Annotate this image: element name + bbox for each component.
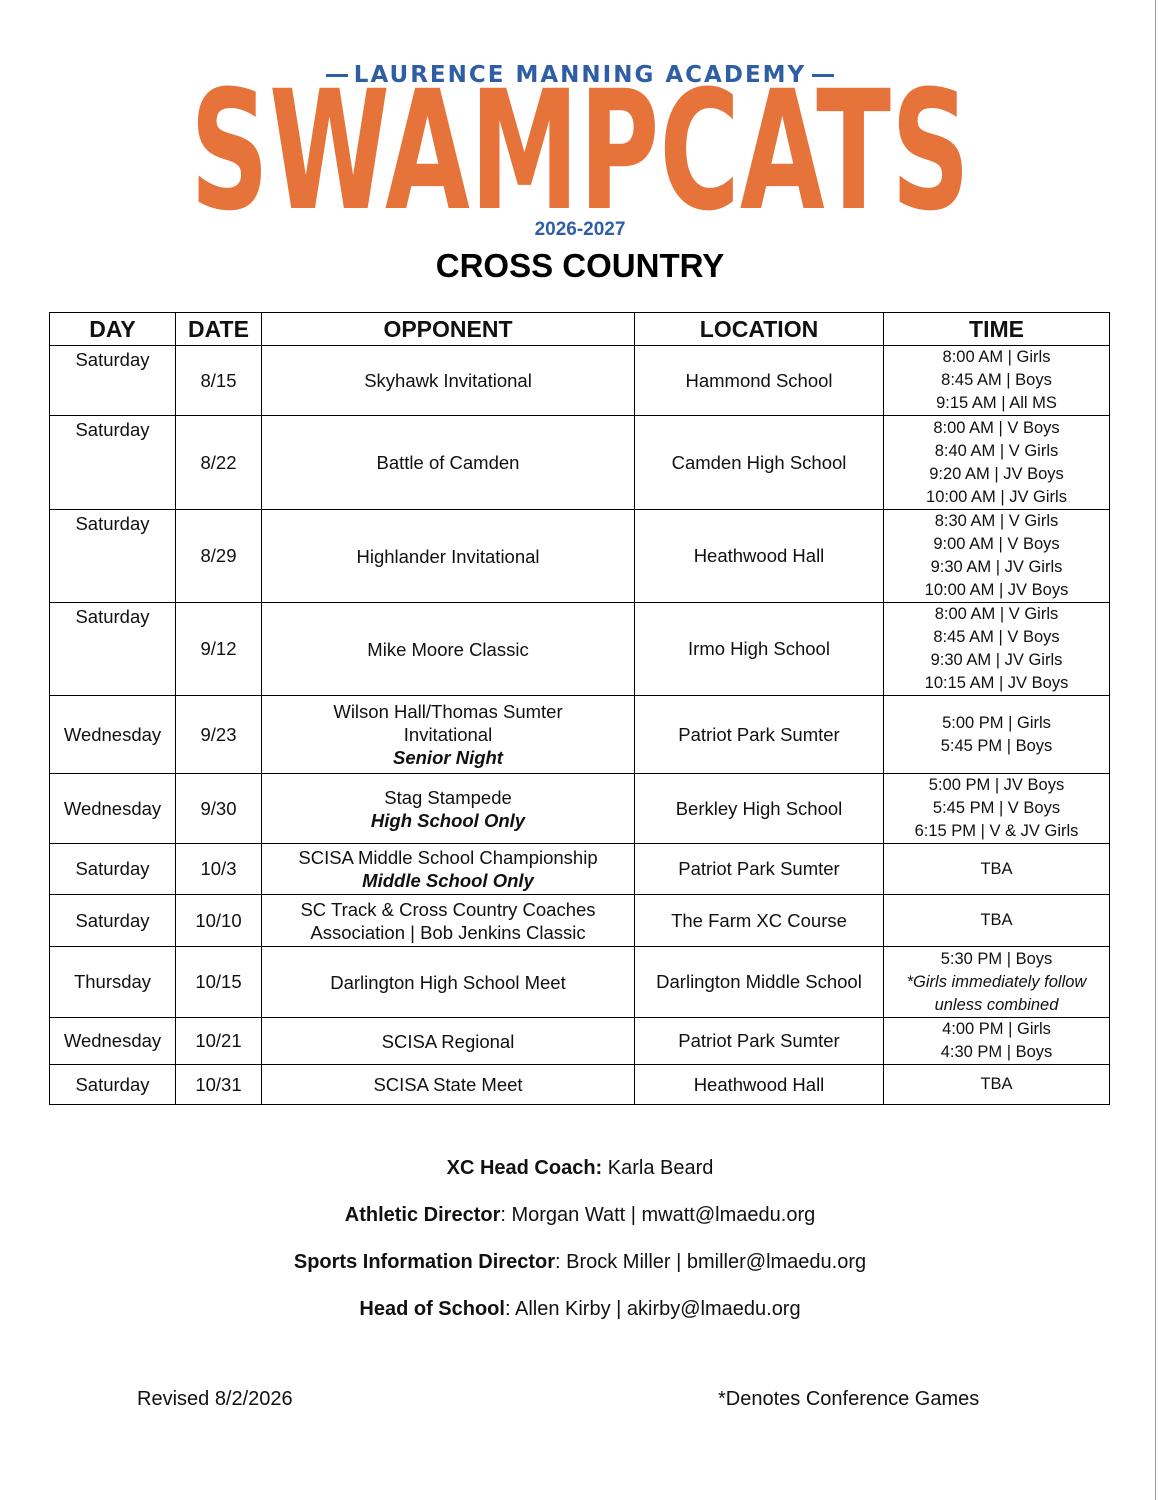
opponent-line: SCISA Regional bbox=[381, 1030, 515, 1052]
opponent-cell bbox=[262, 510, 635, 603]
time-line: TBA bbox=[980, 859, 1013, 878]
date-cell: 9/30 bbox=[176, 774, 262, 844]
time-line: 8:00 AM | Girls bbox=[942, 348, 1051, 366]
opponent-line: SC Track & Cross Country Coaches bbox=[300, 898, 596, 920]
time-line: 9:00 AM | V Boys bbox=[933, 535, 1060, 553]
time-line: 10:00 AM | JV Girls bbox=[926, 487, 1067, 506]
contact-sports-info-director bbox=[0, 1248, 1160, 1295]
col-header-date: DATE bbox=[176, 313, 262, 346]
schedule-table bbox=[49, 312, 1110, 1105]
swampcats-logo-text: SWAMPCATS bbox=[190, 60, 970, 220]
time-line: 8:00 AM | V Boys bbox=[933, 418, 1060, 437]
date-cell: 8/29 bbox=[176, 510, 262, 603]
day-cell: Saturday bbox=[50, 416, 176, 510]
opponent-cell bbox=[262, 844, 635, 895]
time-note: unless combined bbox=[934, 995, 1059, 1014]
opponent-line: Darlington High School Meet bbox=[330, 971, 566, 993]
time-note: *Girls immediately follow bbox=[906, 972, 1087, 991]
contact-label: Sports Information Director bbox=[293, 1251, 555, 1273]
table-row bbox=[50, 510, 1110, 603]
table-row bbox=[50, 774, 1110, 844]
location-cell: Patriot Park Sumter bbox=[635, 696, 884, 774]
time-line: 9:30 AM | JV Girls bbox=[930, 558, 1063, 576]
opponent-line: Invitational bbox=[403, 724, 493, 745]
time-line: 5:30 PM | Boys bbox=[940, 949, 1053, 968]
table-row bbox=[50, 844, 1110, 895]
time-line: 5:45 PM | Boys bbox=[940, 736, 1053, 755]
date-cell: 10/15 bbox=[176, 947, 262, 1018]
location-cell: Irmo High School bbox=[635, 603, 884, 696]
table-row bbox=[50, 1018, 1110, 1065]
time-line: TBA bbox=[980, 1075, 1013, 1093]
location-cell: Darlington Middle School bbox=[635, 947, 884, 1018]
time-line: 8:45 AM | V Boys bbox=[933, 628, 1060, 646]
day-cell: Wednesday bbox=[50, 1018, 176, 1065]
location-cell: Patriot Park Sumter bbox=[635, 1018, 884, 1065]
opponent-line: Stag Stampede bbox=[384, 786, 512, 808]
time-line: 8:40 AM | V Girls bbox=[934, 441, 1059, 460]
contact-label: XC Head Coach: bbox=[446, 1157, 603, 1179]
time-line: 5:00 PM | JV Boys bbox=[928, 776, 1065, 794]
schedule-header-row bbox=[50, 313, 1110, 346]
opponent-cell bbox=[262, 603, 635, 696]
table-row bbox=[50, 696, 1110, 774]
contact-value: : Morgan Watt | mwatt@lmaedu.org bbox=[500, 1204, 816, 1226]
time-line: TBA bbox=[980, 911, 1013, 929]
opponent-note: Middle School Only bbox=[362, 870, 534, 891]
contact-value: : Allen Kirby | akirby@lmaedu.org bbox=[504, 1298, 801, 1320]
time-line: 8:30 AM | V Girls bbox=[934, 512, 1059, 530]
time-cell bbox=[884, 510, 1110, 603]
contacts-block bbox=[0, 1154, 1160, 1342]
opponent-line: Mike Moore Classic bbox=[367, 638, 529, 660]
day-cell: Saturday bbox=[50, 844, 176, 895]
table-row bbox=[50, 603, 1110, 696]
opponent-note: High School Only bbox=[370, 809, 526, 831]
time-cell bbox=[884, 1065, 1110, 1105]
opponent-note: Senior Night bbox=[393, 747, 503, 768]
time-cell bbox=[884, 603, 1110, 696]
time-line: 4:30 PM | Boys bbox=[940, 1043, 1053, 1061]
time-line: 8:45 AM | Boys bbox=[941, 371, 1052, 389]
time-cell bbox=[884, 774, 1110, 844]
time-cell bbox=[884, 346, 1110, 416]
time-line: 9:15 AM | All MS bbox=[936, 394, 1057, 412]
contact-label: Head of School bbox=[359, 1298, 505, 1320]
time-cell bbox=[884, 947, 1110, 1018]
location-cell: Heathwood Hall bbox=[635, 1065, 884, 1105]
opponent-cell bbox=[262, 416, 635, 510]
col-header-time: TIME bbox=[884, 313, 1110, 346]
time-line: 5:00 PM | Girls bbox=[942, 713, 1051, 732]
swampcats-logo bbox=[180, 60, 980, 220]
opponent-line: Wilson Hall/Thomas Sumter bbox=[333, 701, 563, 722]
sport-title: CROSS COUNTRY bbox=[435, 247, 725, 284]
date-cell: 10/21 bbox=[176, 1018, 262, 1065]
contact-label: Athletic Director bbox=[344, 1204, 501, 1226]
table-row bbox=[50, 1065, 1110, 1105]
day-cell: Saturday bbox=[50, 346, 176, 416]
day-cell: Saturday bbox=[50, 510, 176, 603]
day-cell: Saturday bbox=[50, 1065, 176, 1105]
location-cell: Heathwood Hall bbox=[635, 510, 884, 603]
time-line: 9:30 AM | JV Girls bbox=[930, 651, 1063, 669]
contact-athletic-director bbox=[0, 1201, 1160, 1248]
location-cell: Patriot Park Sumter bbox=[635, 844, 884, 895]
date-cell: 9/12 bbox=[176, 603, 262, 696]
col-header-day: DAY bbox=[50, 313, 176, 346]
conference-note: *Denotes Conference Games bbox=[718, 1388, 980, 1410]
opponent-cell bbox=[262, 947, 635, 1018]
day-cell: Wednesday bbox=[50, 774, 176, 844]
opponent-cell bbox=[262, 774, 635, 844]
time-cell bbox=[884, 895, 1110, 947]
table-row bbox=[50, 346, 1110, 416]
time-line: 6:15 PM | V & JV Girls bbox=[914, 822, 1079, 840]
day-cell: Thursday bbox=[50, 947, 176, 1018]
table-row bbox=[50, 895, 1110, 947]
opponent-line: Battle of Camden bbox=[376, 452, 520, 473]
opponent-line: SCISA State Meet bbox=[373, 1074, 523, 1095]
time-line: 9:20 AM | JV Boys bbox=[929, 464, 1064, 483]
col-header-opponent: OPPONENT bbox=[262, 313, 635, 346]
opponent-line: Association | Bob Jenkins Classic bbox=[310, 921, 586, 943]
opponent-line: Highlander Invitational bbox=[356, 545, 540, 567]
time-line: 8:00 AM | V Girls bbox=[934, 605, 1059, 623]
academy-name-text: LAURENCE MANNING ACADEMY bbox=[353, 62, 807, 88]
time-cell bbox=[884, 1018, 1110, 1065]
date-cell: 10/10 bbox=[176, 895, 262, 947]
location-cell: The Farm XC Course bbox=[635, 895, 884, 947]
opponent-cell bbox=[262, 696, 635, 774]
time-cell bbox=[884, 844, 1110, 895]
time-line: 10:15 AM | JV Boys bbox=[924, 674, 1069, 692]
opponent-cell bbox=[262, 1018, 635, 1065]
location-cell: Hammond School bbox=[635, 346, 884, 416]
opponent-cell bbox=[262, 895, 635, 947]
table-row bbox=[50, 947, 1110, 1018]
opponent-cell bbox=[262, 1065, 635, 1105]
day-cell: Saturday bbox=[50, 895, 176, 947]
time-cell bbox=[884, 696, 1110, 774]
contact-value: Karla Beard bbox=[602, 1157, 714, 1179]
date-cell: 9/23 bbox=[176, 696, 262, 774]
date-cell: 10/3 bbox=[176, 844, 262, 895]
time-line: 5:45 PM | V Boys bbox=[932, 799, 1061, 817]
time-line: 10:00 AM | JV Boys bbox=[924, 581, 1069, 599]
opponent-line: SCISA Middle School Championship bbox=[298, 847, 598, 868]
opponent-line: Skyhawk Invitational bbox=[364, 370, 532, 391]
time-cell bbox=[884, 416, 1110, 510]
day-cell: Saturday bbox=[50, 603, 176, 696]
table-row bbox=[50, 416, 1110, 510]
date-cell: 8/15 bbox=[176, 346, 262, 416]
location-cell: Berkley High School bbox=[635, 774, 884, 844]
contact-head-coach bbox=[0, 1154, 1160, 1201]
season-year: 2026-2027 bbox=[534, 219, 626, 240]
opponent-cell bbox=[262, 346, 635, 416]
date-cell: 10/31 bbox=[176, 1065, 262, 1105]
time-line: 4:00 PM | Girls bbox=[942, 1020, 1051, 1038]
contact-head-of-school bbox=[0, 1295, 1160, 1342]
location-cell: Camden High School bbox=[635, 416, 884, 510]
day-cell: Wednesday bbox=[50, 696, 176, 774]
contact-value: : Brock Miller | bmiller@lmaedu.org bbox=[555, 1251, 867, 1273]
col-header-location: LOCATION bbox=[635, 313, 884, 346]
date-cell: 8/22 bbox=[176, 416, 262, 510]
revised-date: Revised 8/2/2026 bbox=[137, 1388, 293, 1410]
